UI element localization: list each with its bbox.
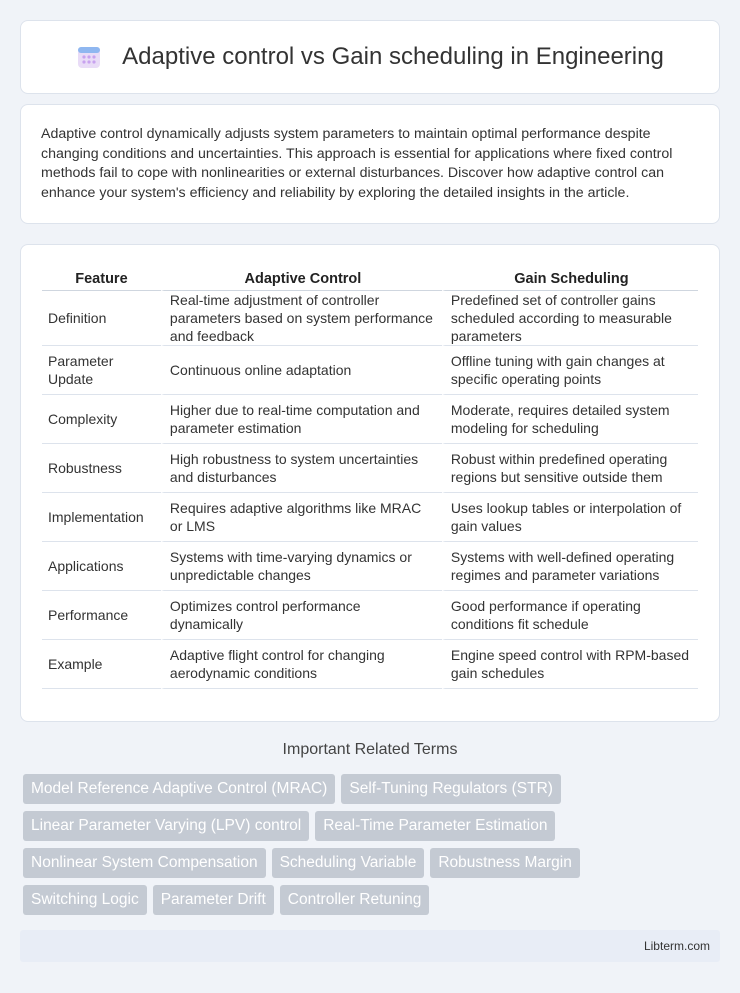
table-row bbox=[42, 346, 698, 395]
tag-str[interactable]: Self-Tuning Regulators (STR) bbox=[341, 774, 561, 804]
gain-cell: Good performance if operating conditions fit schedule bbox=[442, 591, 698, 640]
column-header-feature: Feature bbox=[42, 265, 161, 291]
tag-realtime-estimation[interactable]: Real-Time Parameter Estimation bbox=[315, 811, 555, 841]
column-header-gain-scheduling: Gain Scheduling bbox=[442, 265, 698, 291]
feature-cell: Complexity bbox=[42, 395, 161, 444]
adaptive-cell: Systems with time-varying dynamics or unpredictable changes bbox=[161, 542, 442, 591]
tag-mrac[interactable]: Model Reference Adaptive Control (MRAC) bbox=[23, 774, 335, 804]
adaptive-cell: Requires adaptive algorithms like MRAC or LMS bbox=[161, 493, 442, 542]
comparison-table bbox=[42, 265, 698, 689]
gain-cell: Moderate, requires detailed system modeling for scheduling bbox=[442, 395, 698, 444]
table-row bbox=[42, 444, 698, 493]
page-title: Adaptive control vs Gain scheduling in Engineering bbox=[122, 43, 664, 70]
calendar-grid-icon bbox=[76, 44, 102, 70]
gain-cell: Robust within predefined operating regions but sensitive outside them bbox=[442, 444, 698, 493]
feature-cell: Example bbox=[42, 640, 161, 689]
table-row bbox=[42, 291, 698, 346]
gain-cell: Predefined set of controller gains scheduled according to measurable parameters bbox=[442, 291, 698, 346]
feature-cell: Definition bbox=[42, 291, 161, 346]
gain-cell: Systems with well-defined operating regimes and parameter variations bbox=[442, 542, 698, 591]
tag-row bbox=[23, 885, 723, 915]
feature-cell: Robustness bbox=[42, 444, 161, 493]
tag-nonlinear-compensation[interactable]: Nonlinear System Compensation bbox=[23, 848, 266, 878]
tag-switching-logic[interactable]: Switching Logic bbox=[23, 885, 147, 915]
tag-scheduling-variable[interactable]: Scheduling Variable bbox=[272, 848, 425, 878]
adaptive-cell: Continuous online adaptation bbox=[161, 346, 442, 395]
tag-lpv[interactable]: Linear Parameter Varying (LPV) control bbox=[23, 811, 309, 841]
gain-cell: Engine speed control with RPM-based gain schedules bbox=[442, 640, 698, 689]
footer-site-link[interactable]: Libterm.com bbox=[643, 939, 710, 953]
related-terms-tags bbox=[23, 774, 723, 922]
adaptive-cell: Higher due to real-time computation and parameter estimation bbox=[161, 395, 442, 444]
intro-card bbox=[20, 104, 720, 224]
tag-controller-retuning[interactable]: Controller Retuning bbox=[280, 885, 430, 915]
adaptive-cell: Adaptive flight control for changing aerodynamic conditions bbox=[161, 640, 442, 689]
table-row bbox=[42, 640, 698, 689]
table-row bbox=[42, 542, 698, 591]
feature-cell: Parameter Update bbox=[42, 346, 161, 395]
gain-cell: Offline tuning with gain changes at specific operating points bbox=[442, 346, 698, 395]
adaptive-cell: Optimizes control performance dynamically bbox=[161, 591, 442, 640]
related-terms-title: Important Related Terms bbox=[282, 741, 458, 758]
feature-cell: Applications bbox=[42, 542, 161, 591]
tag-row bbox=[23, 774, 723, 804]
footer bbox=[20, 930, 720, 962]
tag-row bbox=[23, 811, 723, 841]
table-row bbox=[42, 591, 698, 640]
feature-cell: Implementation bbox=[42, 493, 161, 542]
table-row bbox=[42, 493, 698, 542]
tag-parameter-drift[interactable]: Parameter Drift bbox=[153, 885, 274, 915]
adaptive-cell: Real-time adjustment of controller parameters based on system performance and feedback bbox=[161, 291, 442, 346]
column-header-adaptive-control: Adaptive Control bbox=[161, 265, 442, 291]
tag-robustness-margin[interactable]: Robustness Margin bbox=[430, 848, 580, 878]
comparison-table-card bbox=[20, 244, 720, 722]
tag-row bbox=[23, 848, 723, 878]
header-card bbox=[20, 20, 720, 94]
table-header-row bbox=[42, 265, 698, 291]
gain-cell: Uses lookup tables or interpolation of gain values bbox=[442, 493, 698, 542]
intro-paragraph: Adaptive control dynamically adjusts system parameters to maintain optimal performance despite changing conditions and uncertainties. This approach is essential for applications where fixed control methods fail to cope with nonlinearities or external disturbances. Discover how adaptive control can enhance your system's efficiency and reliability by exploring the detailed insights in the article. bbox=[41, 126, 673, 201]
adaptive-cell: High robustness to system uncertainties and disturbances bbox=[161, 444, 442, 493]
feature-cell: Performance bbox=[42, 591, 161, 640]
table-row bbox=[42, 395, 698, 444]
